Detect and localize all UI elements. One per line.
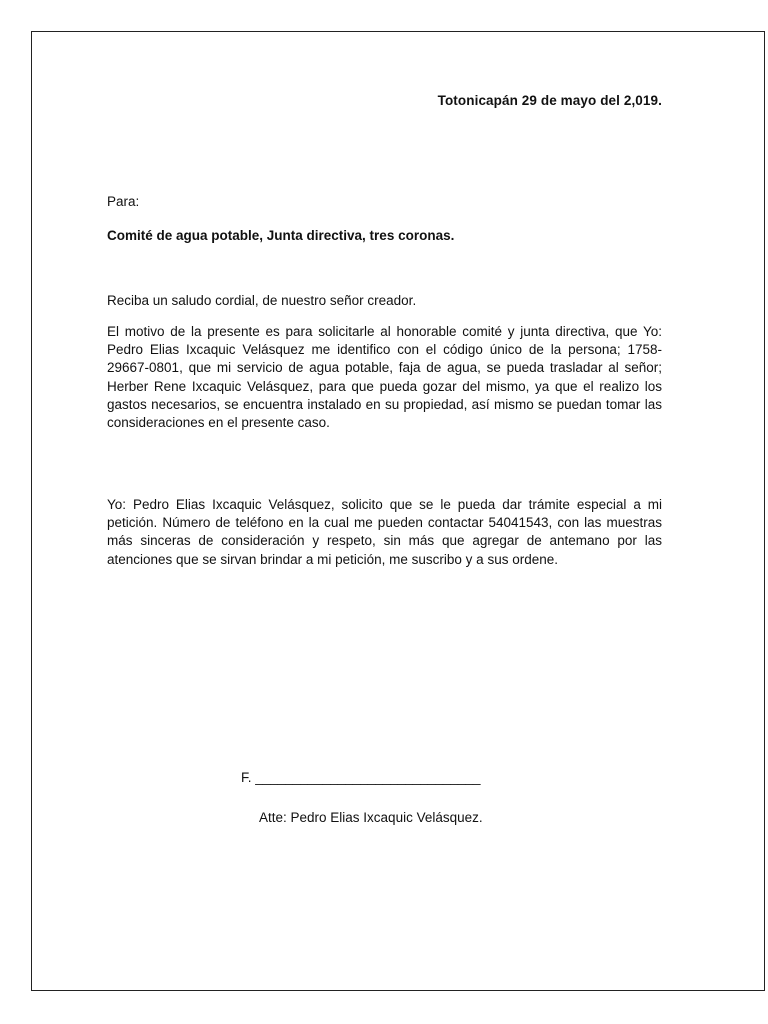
signature-line: F. ______________________________ [241,770,481,785]
body-paragraph-request: El motivo de la presente es para solicitarle al honorable comité y junta directiva, que Yo: Pedro Elias Ixcaquic Velásquez me identifico con el código único de la persona; 1758-29667-0801, que mi servicio de agua potable, faja de agua, se pueda trasladar al señor; Herber Rene Ixcaquic Velásquez, para que pueda gozar del mismo, ya que el realizo los gastos necesarios, se encuentra instalado en su propiedad, así mismo se puedan tomar las consideraciones en el presente caso. [107,324,662,431]
greeting-line: Reciba un saludo cordial, de nuestro señor creador. [107,293,417,308]
recipient-line: Comité de agua potable, Junta directiva, tres coronas. [107,228,455,243]
body-paragraph-closing: Yo: Pedro Elias Ixcaquic Velásquez, solicito que se le pueda dar trámite especial a mi petición. Número de teléfono en la cual me pueden contactar 54041543, con las muestras más sinceras de consideración y respeto, sin más que agregar de antemano por las atenciones que se sirvan brindar a mi petición, me suscribo y a sus ordene. [107,497,662,567]
signature-name: Atte: Pedro Elias Ixcaquic Velásquez. [259,810,483,825]
salutation-label: Para: [107,194,140,209]
date-line: Totonicapán 29 de mayo del 2,019. [437,93,662,108]
